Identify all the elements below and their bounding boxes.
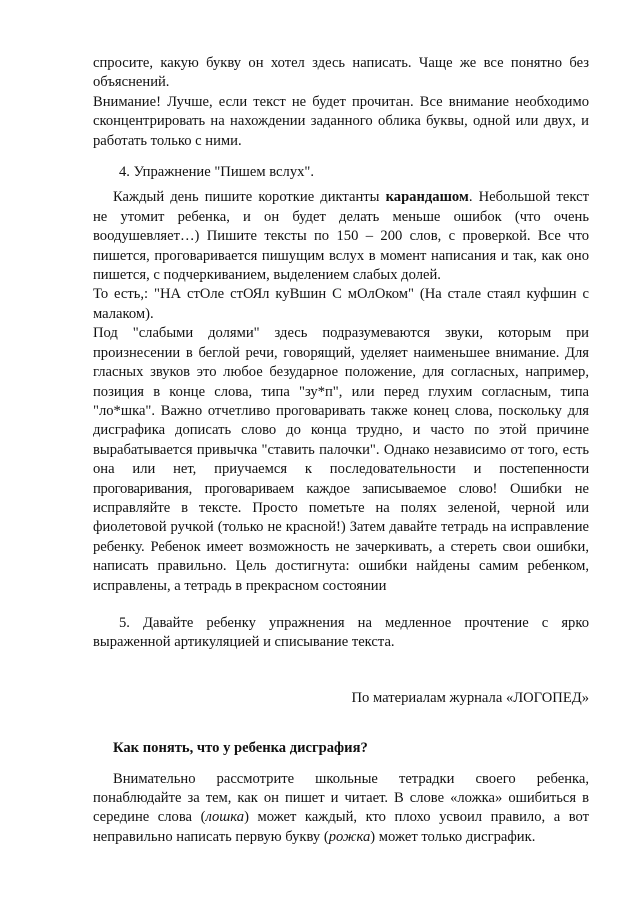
dysgraphia-text-a: Внимательно рассмотрите школьные тетрадки своего ребенка, понаблюдайте за тем, как он пишет и читает. В слове «ложка» ошибиться в середине слова ( <box>93 770 589 826</box>
weak-beats-paragraph <box>93 324 589 596</box>
document-page <box>93 54 589 847</box>
dysgraphia-text-c: ) может только дисграфик. <box>370 828 536 845</box>
exercise-4-paragraph <box>93 188 589 285</box>
dysgraphia-italic-2: рожка <box>328 828 371 845</box>
exercise-4-bold-word: карандашом <box>385 189 469 206</box>
paragraph-intro: спросите, какую букву он хотел здесь написать. Чаще же все понятно без объяснений. <box>93 55 589 91</box>
exercise-4-example: То есть,: "НА стОле стОЯл куВшин С мОлОком" (На стале стаял куфшин с малаком). <box>93 286 589 322</box>
exercise-4-text-a: Каждый день пишите короткие диктанты <box>113 189 386 206</box>
weak-beats-text-tight: постепенности проговаривания, проговариваем каждое записываемое слово! <box>93 461 589 497</box>
dysgraphia-paragraph <box>93 770 589 848</box>
exercise-4-text-b: . Небольшой текст не утомит ребенка, и он будет делать меньше ошибок (что очень воодушевляет…) Пишите тексты по 150 – 200 слов, с проверкой. Все что пишется, проговаривается пишущим вслух в момент написания и так, как оно пишется, с подчеркиванием, выделением слабых долей. <box>93 189 589 284</box>
weak-beats-text-a: Под "слабыми долями" здесь подразумеваются звуки, которым при произнесении в беглой речи, говорящий, уделяет наименьшее внимание. Для гласных звуков это любое безударное положение, для согласных, например, позиция в конце слова, типа "зу*п", или перед глухим согласным, типа "ло*шка". Важно отчетливо проговаривать также конец слова, поскольку для дисграфика дописать слово до конца трудно, и часто по этой причине вырабатывается привычка "ставить палочки". Однако независимо от того, есть она или нет, приучаемся к последовательности и <box>93 325 589 478</box>
exercise-4-title: 4. Упражнение "Пишем вслух". <box>119 164 315 181</box>
paragraph-attention: Внимание! Лучше, если текст не будет прочитан. Все внимание необходимо сконцентрировать на нахождении заданного облика буквы, одной или двух, и работать только с ними. <box>93 93 589 149</box>
section-heading: Как понять, что у ребенка дисграфия? <box>113 740 368 757</box>
dysgraphia-italic-1: лошка <box>205 809 245 826</box>
exercise-5: 5. Давайте ребенку упражнения на медленное прочтение с ярко выраженной артикуляцией и списывание текста. <box>93 614 589 651</box>
source-attribution: По материалам журнала «ЛОГОПЕД» <box>351 689 589 706</box>
dysgraphia-text-b: ) может каждый, кто плохо усвоил правило, а вот неправильно написать первую букву ( <box>93 809 589 845</box>
weak-beats-text-b: Ошибки не исправляйте в тексте. Просто пометьте на полях зеленой, черной или фиолетовой ручкой (только не красной!) Затем давайте тетрадь на исправление ребенку. Ребенок имеет возможность не зачеркивать, а стереть свои ошибки, написать правильно. Цель достигнута: ошибки найдены самим ребенком, исправлены, а тетрадь в прекрасном состоянии <box>93 480 589 594</box>
